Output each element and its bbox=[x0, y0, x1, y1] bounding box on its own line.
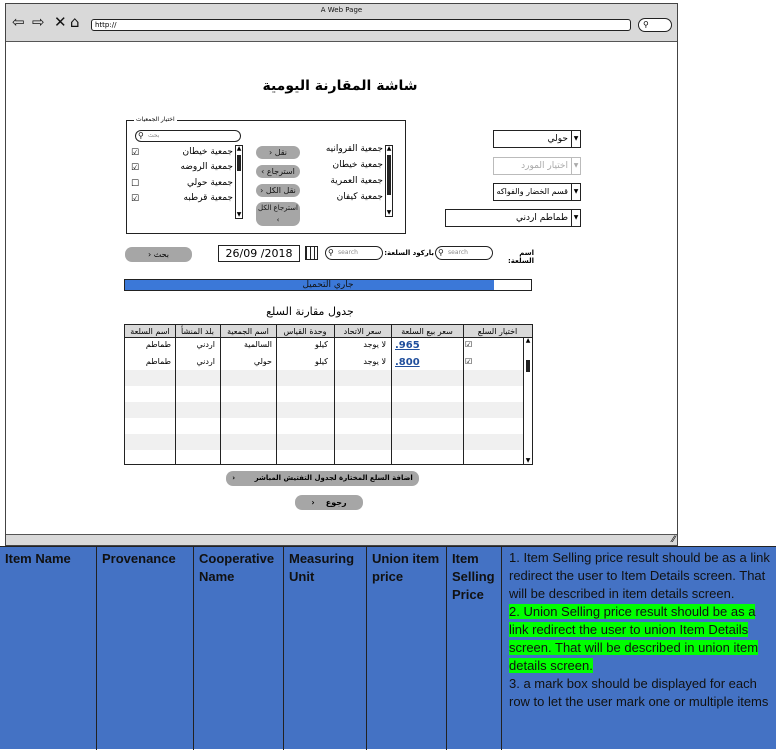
page-title: شاشة المقارنة اليومية bbox=[262, 78, 418, 94]
search-icon: ⚲ bbox=[438, 248, 444, 257]
coop-group-legend: اختيار الجمعيات bbox=[136, 116, 175, 123]
spec-col-coop-name: Cooperative Name bbox=[194, 547, 284, 750]
supplier-dropdown[interactable]: اختيار المورد ▼ bbox=[493, 157, 581, 175]
spec-note-2-text: 2. Union Selling price result should be as a link redirect the user to union Item Details screen. That will be described in union item details screen. bbox=[509, 604, 759, 673]
spec-note-2 bbox=[509, 603, 772, 675]
scroll-up-icon[interactable]: ▲ bbox=[525, 337, 531, 344]
resize-grip-icon[interactable]: ⁄⁄ bbox=[671, 535, 675, 545]
comparison-table bbox=[124, 324, 533, 465]
scroll-down-icon[interactable]: ▼ bbox=[236, 211, 242, 218]
scroll-up-icon[interactable]: ▲ bbox=[386, 145, 392, 152]
cell-union-price: لا يوجد bbox=[363, 340, 386, 349]
search-icon: ⚲ bbox=[328, 248, 334, 257]
spec-col-measuring-unit: Measuring Unit bbox=[284, 547, 367, 750]
chevron-down-icon: ▼ bbox=[571, 184, 580, 200]
checkbox-checked-icon[interactable]: ☑ bbox=[131, 148, 140, 158]
cell-coop: حولي bbox=[253, 357, 272, 366]
coop-search-placeholder: بحث bbox=[148, 132, 160, 139]
search-icon: ⚲ bbox=[643, 20, 649, 29]
available-coop-item[interactable]: جمعية كيفان bbox=[336, 192, 383, 202]
barcode-label: باركود السلعة: bbox=[384, 249, 434, 257]
scroll-thumb[interactable] bbox=[526, 360, 530, 372]
checkbox-checked-icon[interactable]: ☑ bbox=[131, 163, 140, 173]
progress-text: جاري التحميل bbox=[302, 280, 354, 290]
cell-coop: السالمية bbox=[244, 340, 272, 349]
scroll-down-icon[interactable]: ▼ bbox=[386, 209, 392, 216]
chevron-down-icon: ▼ bbox=[571, 210, 580, 226]
loading-progress-bar bbox=[124, 279, 532, 291]
spec-col-item-name: Item Name bbox=[0, 547, 97, 750]
scroll-down-icon[interactable]: ▼ bbox=[525, 457, 531, 464]
row-checkbox-checked-icon[interactable]: ☑ bbox=[465, 340, 473, 349]
move-all-button[interactable]: نقل الكل ‹ bbox=[256, 184, 300, 197]
chevron-down-icon: ▼ bbox=[571, 158, 580, 174]
item-name-label: اسم السلعة: bbox=[507, 249, 534, 265]
col-header-item-name: اسم السلعة bbox=[125, 325, 175, 338]
restore-button[interactable]: استرجاع › bbox=[256, 165, 300, 178]
coop-selection-group bbox=[126, 116, 406, 234]
date-field[interactable]: 26/09 /2018 bbox=[218, 245, 300, 262]
col-header-unit: وحدة القياس bbox=[276, 325, 334, 338]
table-scrollbar[interactable] bbox=[523, 338, 532, 464]
selling-price-link[interactable]: .800 bbox=[395, 357, 420, 368]
spec-note-1: 1. Item Selling price result should be as a link redirect the user to Item Details screen. That will be described in item details screen. bbox=[509, 550, 770, 601]
add-to-inspection-button[interactable]: اضافة السلع المختارة لجدول التفتيش المباشر ‹ bbox=[226, 471, 419, 486]
search-icon: ⚲ bbox=[138, 131, 144, 140]
checkbox-empty-icon[interactable]: ☐ bbox=[131, 179, 140, 189]
forward-arrow-icon[interactable]: ⇨ bbox=[32, 13, 45, 31]
search-button[interactable]: بحث ‹ bbox=[125, 247, 192, 262]
cell-origin: اردني bbox=[196, 357, 215, 366]
area-dropdown[interactable]: حولي ▼ bbox=[493, 130, 581, 148]
spec-table bbox=[0, 546, 776, 749]
selected-coop-item: جمعية خيطان bbox=[182, 147, 233, 157]
address-bar[interactable]: http:// bbox=[91, 19, 631, 31]
restore-all-button[interactable]: استرجاع الكل › bbox=[256, 202, 300, 226]
col-header-origin: بلد المنشأ bbox=[175, 325, 220, 338]
col-header-select: اختيار السلع bbox=[463, 325, 532, 338]
spec-col-union-price: Union item price bbox=[367, 547, 447, 750]
scroll-up-icon[interactable]: ▲ bbox=[236, 145, 242, 152]
spec-col-selling-price: Item Selling Price bbox=[447, 547, 502, 750]
available-list-scrollbar[interactable] bbox=[385, 145, 393, 217]
selected-coop-item: جمعية حولي bbox=[187, 178, 233, 188]
home-icon[interactable]: ⌂ bbox=[70, 13, 80, 31]
row-checkbox-checked-icon[interactable]: ☑ bbox=[465, 357, 473, 366]
spec-note-3: 3. a mark box should be displayed for each row to let the user mark one or multiple items bbox=[509, 676, 769, 709]
cell-item-name: طماطم bbox=[145, 340, 171, 349]
close-icon[interactable]: ✕ bbox=[54, 13, 67, 31]
coop-search-input[interactable] bbox=[135, 130, 241, 142]
col-header-selling-price: سعر بيع السلعة bbox=[391, 325, 463, 338]
item-dropdown[interactable]: طماطم اردني ▼ bbox=[445, 209, 581, 227]
checkbox-checked-icon[interactable]: ☑ bbox=[131, 194, 140, 204]
cell-union-price: لا يوجد bbox=[363, 357, 386, 366]
table-title: جدول مقارنة السلع bbox=[266, 305, 354, 318]
available-coop-item[interactable]: جمعية خيطان bbox=[332, 160, 383, 170]
available-coop-item[interactable]: جمعية القروانيه bbox=[325, 144, 383, 154]
item-name-search-input[interactable]: ⚲ search bbox=[435, 246, 493, 260]
window-title: A Web Page bbox=[320, 6, 363, 14]
spec-col-provenance: Provenance bbox=[97, 547, 194, 750]
available-coop-item[interactable]: جمعية العمرية bbox=[330, 176, 383, 186]
spec-notes bbox=[502, 547, 776, 750]
cell-item-name: طماطم bbox=[145, 357, 171, 366]
selected-coop-item: جمعية الروضه bbox=[180, 162, 233, 172]
cell-origin: اردني bbox=[196, 340, 215, 349]
browser-search[interactable] bbox=[638, 18, 672, 32]
scroll-thumb[interactable] bbox=[387, 155, 391, 195]
selected-list-scrollbar[interactable] bbox=[235, 145, 243, 219]
col-header-coop: اسم الجمعية bbox=[220, 325, 276, 338]
scroll-thumb[interactable] bbox=[237, 155, 241, 171]
col-header-union-price: سعر الاتحاد bbox=[334, 325, 391, 338]
chevron-down-icon: ▼ bbox=[571, 131, 580, 147]
status-bar bbox=[6, 534, 677, 545]
category-dropdown[interactable]: قسم الخضار والفواكه ▼ bbox=[493, 183, 581, 201]
selected-coop-item: جمعية قرطبه bbox=[183, 193, 233, 203]
barcode-search-input[interactable]: ⚲ search bbox=[325, 246, 383, 260]
move-button[interactable]: نقل ‹ bbox=[256, 146, 300, 159]
selling-price-link[interactable]: .965 bbox=[395, 340, 420, 351]
back-button[interactable]: رجوع ‹ bbox=[295, 495, 363, 510]
browser-toolbar bbox=[6, 4, 677, 42]
back-arrow-icon[interactable]: ⇦ bbox=[12, 13, 25, 31]
calendar-icon[interactable] bbox=[305, 246, 318, 260]
cell-unit: كيلو bbox=[314, 357, 328, 366]
cell-unit: كيلو bbox=[314, 340, 328, 349]
